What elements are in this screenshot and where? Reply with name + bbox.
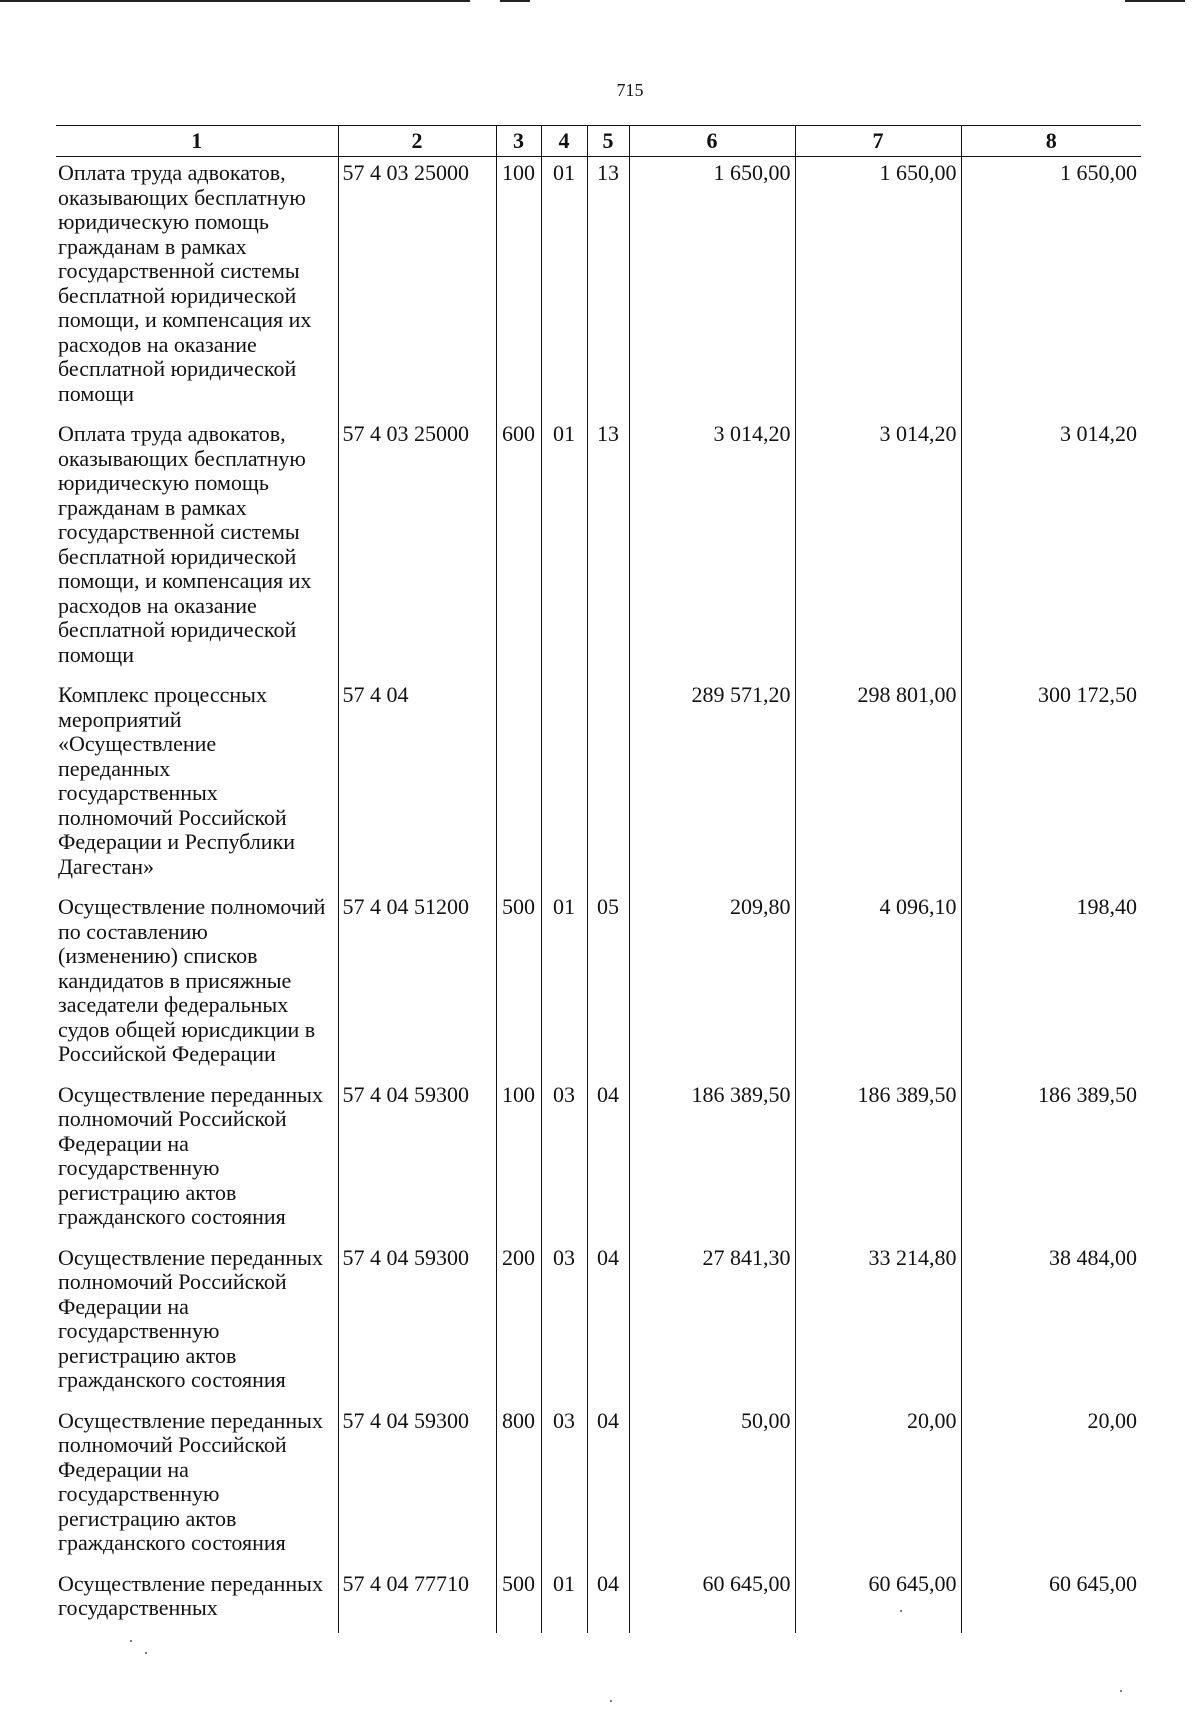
row-section: 03 <box>541 1079 587 1242</box>
row-code: 57 4 04 59300 <box>338 1242 496 1405</box>
table-row <box>56 891 1141 1079</box>
table-row <box>56 1405 1141 1568</box>
row-expense-type: 600 <box>496 418 541 679</box>
row-name: Осуществление переданных полномочий Российской Федерации на государственную регистрацию актов гражданского состояния <box>58 1081 323 1229</box>
row-value-col7: 298 801,00 <box>795 679 961 891</box>
row-value-col8: 20,00 <box>961 1405 1141 1568</box>
row-name: Осуществление переданных полномочий Российской Федерации на государственную регистрацию актов гражданского состояния <box>58 1407 323 1555</box>
row-value-col8: 198,40 <box>961 891 1141 1079</box>
row-name: Осуществление переданных полномочий Российской Федерации на государственную регистрацию актов гражданского состояния <box>58 1244 323 1392</box>
row-subsection: 13 <box>587 157 629 419</box>
row-value-col6: 209,80 <box>629 891 795 1079</box>
page-number: 715 <box>616 80 644 100</box>
row-code: 57 4 04 59300 <box>338 1079 496 1242</box>
row-value-col6: 1 650,00 <box>629 157 795 419</box>
scan-speck <box>145 1652 147 1654</box>
row-subsection: 04 <box>587 1242 629 1405</box>
table-row <box>56 1242 1141 1405</box>
row-code: 57 4 03 25000 <box>338 418 496 679</box>
row-value-col8: 300 172,50 <box>961 679 1141 891</box>
row-value-col8: 60 645,00 <box>961 1568 1141 1633</box>
header-col-1: 1 <box>56 126 338 157</box>
table-row <box>56 418 1141 679</box>
row-expense-type: 200 <box>496 1242 541 1405</box>
row-value-col7: 186 389,50 <box>795 1079 961 1242</box>
row-value-col8: 38 484,00 <box>961 1242 1141 1405</box>
header-col-4: 4 <box>541 126 587 157</box>
row-expense-type: 100 <box>496 1079 541 1242</box>
row-section: 01 <box>541 1568 587 1633</box>
row-code: 57 4 04 59300 <box>338 1405 496 1568</box>
row-code: 57 4 04 77710 <box>338 1568 496 1633</box>
header-row <box>56 126 1141 157</box>
row-subsection: 05 <box>587 891 629 1079</box>
row-section: 01 <box>541 157 587 419</box>
row-subsection: 04 <box>587 1405 629 1568</box>
row-value-col6: 50,00 <box>629 1405 795 1568</box>
row-value-col6: 186 389,50 <box>629 1079 795 1242</box>
table-row <box>56 157 1141 419</box>
row-name: Осуществление полномочий по составлению (изменению) списков кандидатов в присяжные заседатели федеральных судов общей юрисдикции в Российской Федерации <box>58 894 326 1066</box>
row-value-col6: 60 645,00 <box>629 1568 795 1633</box>
row-value-col7: 33 214,80 <box>795 1242 961 1405</box>
scan-edge-line <box>500 0 530 2</box>
header-col-6: 6 <box>629 126 795 157</box>
scan-speck <box>900 1610 902 1612</box>
row-expense-type: 800 <box>496 1405 541 1568</box>
row-section: 01 <box>541 891 587 1079</box>
row-subsection: 04 <box>587 1568 629 1633</box>
budget-table <box>56 125 1141 1633</box>
row-subsection <box>587 679 629 891</box>
row-subsection: 13 <box>587 418 629 679</box>
table-row <box>56 679 1141 891</box>
row-section: 03 <box>541 1242 587 1405</box>
scan-speck <box>1120 1690 1122 1692</box>
table-row <box>56 1079 1141 1242</box>
row-section: 01 <box>541 418 587 679</box>
row-code: 57 4 03 25000 <box>338 157 496 419</box>
row-expense-type: 500 <box>496 1568 541 1633</box>
header-col-8: 8 <box>961 126 1141 157</box>
row-name: Осуществление переданных государственных <box>58 1570 323 1620</box>
header-col-5: 5 <box>587 126 629 157</box>
row-section <box>541 679 587 891</box>
row-name: Оплата труда адвокатов, оказывающих бесплатную юридическую помощь гражданам в рамках государственной системы бесплатной юридической помощи, и компенсация их расходов на оказание бесплатной юридической помощи <box>58 421 312 667</box>
row-section: 03 <box>541 1405 587 1568</box>
row-value-col8: 1 650,00 <box>961 157 1141 419</box>
row-value-col7: 3 014,20 <box>795 418 961 679</box>
row-expense-type: 100 <box>496 157 541 419</box>
row-code: 57 4 04 51200 <box>338 891 496 1079</box>
row-subsection: 04 <box>587 1079 629 1242</box>
table-header <box>56 126 1141 157</box>
row-value-col7: 4 096,10 <box>795 891 961 1079</box>
row-name: Комплекс процессных мероприятий «Осуществление переданных государственных полномочий Российской Федерации и Республики Дагестан» <box>58 682 296 879</box>
row-name: Оплата труда адвокатов, оказывающих бесплатную юридическую помощь гражданам в рамках государственной системы бесплатной юридической помощи, и компенсация их расходов на оказание бесплатной юридической помощи <box>58 160 312 406</box>
row-value-col7: 20,00 <box>795 1405 961 1568</box>
row-value-col6: 27 841,30 <box>629 1242 795 1405</box>
scan-edge-line <box>1125 0 1185 2</box>
table-body <box>56 157 1141 1633</box>
table-row <box>56 1568 1141 1633</box>
row-value-col6: 3 014,20 <box>629 418 795 679</box>
scan-edge-line <box>0 0 470 2</box>
row-value-col7: 1 650,00 <box>795 157 961 419</box>
header-col-7: 7 <box>795 126 961 157</box>
row-value-col8: 186 389,50 <box>961 1079 1141 1242</box>
row-code: 57 4 04 <box>338 679 496 891</box>
scan-speck <box>610 1700 612 1702</box>
header-col-3: 3 <box>496 126 541 157</box>
row-value-col7: 60 645,00 <box>795 1568 961 1633</box>
row-expense-type <box>496 679 541 891</box>
row-value-col8: 3 014,20 <box>961 418 1141 679</box>
row-value-col6: 289 571,20 <box>629 679 795 891</box>
header-col-2: 2 <box>338 126 496 157</box>
scan-speck <box>130 1640 132 1642</box>
row-expense-type: 500 <box>496 891 541 1079</box>
